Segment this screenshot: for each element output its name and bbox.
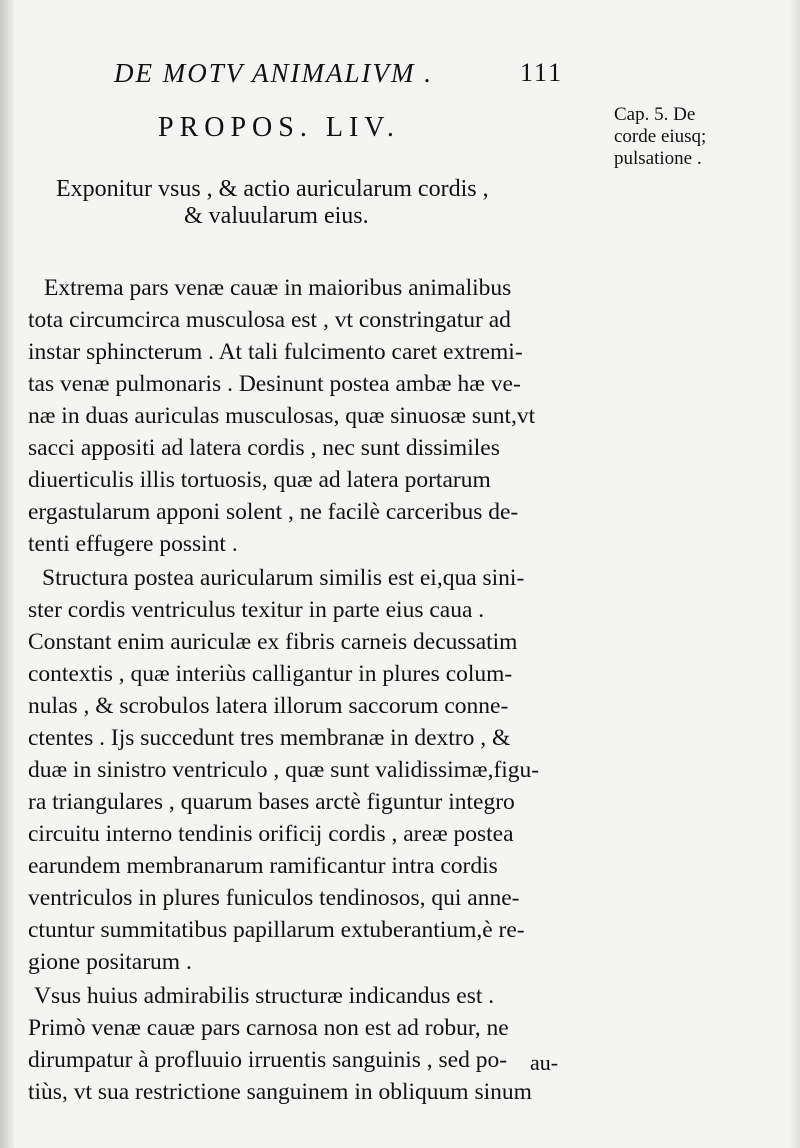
text-line: diuerticulis illis tortuosis, quæ ad latera portarum bbox=[28, 467, 491, 493]
text-line: Constant enim auriculæ ex fibris carneis decussatim bbox=[28, 629, 518, 655]
summary-line: Exponitur vsus , & actio auricularum cordis , bbox=[56, 176, 489, 202]
text-line: contextis , quæ interiùs calligantur in plures colum- bbox=[28, 661, 513, 687]
text-line: Structura postea auricularum similis est ei,qua sini- bbox=[42, 565, 525, 591]
text-line: nulas , & scrobulos latera illorum saccorum conne- bbox=[28, 693, 509, 719]
text-line: tenti effugere possint . bbox=[28, 531, 238, 557]
text-line: dirumpatur à profluuio irruentis sanguinis , sed po- bbox=[28, 1047, 508, 1073]
scan-right-edge bbox=[790, 0, 800, 1148]
text-line: ventriculos in plures funiculos tendinosos, qui anne- bbox=[28, 885, 520, 911]
page-number: 111 bbox=[520, 58, 564, 87]
text-line: duæ in sinistro ventriculo , quæ sunt validissimæ,figu- bbox=[28, 757, 540, 783]
catchword: au- bbox=[530, 1050, 559, 1075]
text-line: næ in duas auriculas musculosas, quæ sinuosæ sunt,vt bbox=[28, 403, 536, 429]
proposition-summary bbox=[56, 176, 596, 230]
text-line: tiùs, vt sua restrictione sanguinem in obliquum sinum bbox=[28, 1079, 532, 1105]
text-line: gione positarum . bbox=[28, 949, 192, 975]
text-line: ra triangulares , quarum bases arctè figuntur integro bbox=[28, 789, 515, 815]
text-line: Primò venæ cauæ pars carnosa non est ad robur, ne bbox=[28, 1015, 509, 1041]
text-line: ctentes . Ijs succedunt tres membranæ in dextro , & bbox=[28, 725, 511, 751]
scan-left-edge bbox=[0, 0, 14, 1148]
text-line: Extrema pars venæ cauæ in maioribus animalibus bbox=[44, 275, 512, 301]
text-line: sacci appositi ad latera cordis , nec sunt dissimiles bbox=[28, 435, 500, 461]
text-line: instar sphincterum . At tali fulcimento caret extremi- bbox=[28, 339, 523, 365]
text-line: ergastularum apponi solent , ne facilè carceribus de- bbox=[28, 499, 519, 525]
running-head: DE MOTV ANIMALIVM . bbox=[114, 58, 433, 88]
text-line: tota circumcirca musculosa est , vt constringatur ad bbox=[28, 307, 511, 333]
summary-line: & valuularum eius. bbox=[184, 203, 369, 229]
text-line: earundem membranarum ramificantur intra cordis bbox=[28, 853, 498, 879]
margin-note bbox=[614, 104, 794, 170]
text-line: circuitu interno tendinis orificij cordis , areæ postea bbox=[28, 821, 514, 847]
proposition-title: PROPOS. LIV. bbox=[158, 112, 400, 143]
text-line: Vsus huius admirabilis structuræ indicandus est . bbox=[34, 983, 495, 1009]
text-line: ster cordis ventriculus texitur in parte eius caua . bbox=[28, 597, 485, 623]
text-line: ctuntur summitatibus papillarum extuberantium,è re- bbox=[28, 917, 525, 943]
margin-note-line: pulsatione . bbox=[614, 148, 702, 169]
margin-note-line: Cap. 5. De bbox=[614, 104, 696, 125]
margin-note-line: corde eiusq; bbox=[614, 126, 707, 147]
text-line: tas venæ pulmonaris . Desinunt postea ambæ hæ ve- bbox=[28, 371, 521, 397]
